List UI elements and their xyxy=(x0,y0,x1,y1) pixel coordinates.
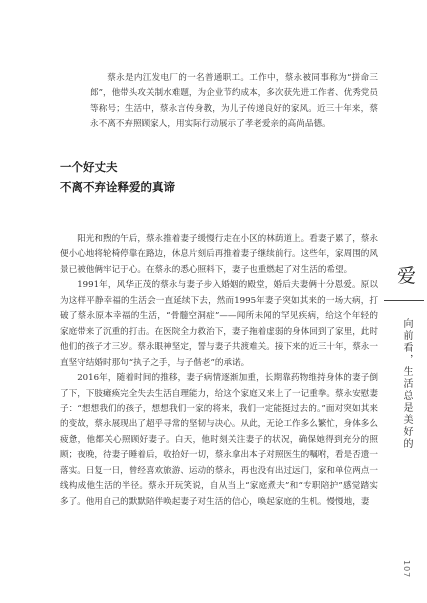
page-number: 107 xyxy=(402,560,411,579)
chapter-side-divider xyxy=(384,300,424,301)
section-heading-line-2: 不离不弃诠释爱的真谛 xyxy=(60,180,175,194)
body-text xyxy=(60,232,378,510)
body-paragraph-1: 阳光和煦的午后，蔡永推着妻子缓慢行走在小区的林荫道上。看妻子累了，蔡永便小心地将轮椅停靠在路边，休息片刻后再推着妻子继续前行。这些年，家周围的风景已被他俩牢记于心。在蔡永的悉心照料下，妻子也重燃起了对生活的希望。 xyxy=(60,234,378,275)
body-paragraph-2: 1991年，风华正茂的蔡永与妻子步入婚姻的殿堂，婚后夫妻俩十分恩爱。原以为这样平静幸福的生活会一直延续下去，然而1995年妻子突如其来的一场大病，打破了蔡永原本幸福的生活，“骨髓空洞症”——闻所未闻的罕见疾病，给这个年轻的家庭带来了沉重的打击。在医院全力救治下，妻子拖着虚弱的身体回到了家里，此时他们的孩子才三岁。蔡永眼神坚定，誓与妻子共渡难关。接下来的近三十年，蔡永一直坚守结婚时那句“执子之手，与子偕老”的承诺。 xyxy=(60,280,378,368)
section-heading-line-1: 一个好丈夫 xyxy=(60,160,118,174)
body-paragraph-3: 2016年，随着时间的推移，妻子病情逐渐加重，长期靠药物维持身体的妻子倒了下，下肢瘫痪完全失去生活自理能力，给这个家庭又来上了一记重拳。蔡永安慰妻子：“想想我们的孩子，想想我们一家的将来，我们一定能挺过去的。”面对突如其来的变故，蔡永展现出了超乎寻常的坚韧与决心。从此，无论工作多么繁忙，身体多么疲惫，他都关心照顾好妻子。白天，他时刻关注妻子的状况，确保她得到充分的照顾；夜晚，待妻子睡着后，收拾好一切，蔡永拿出本子对照医生的嘱咐，看是否遗一落实。日复一日，曾经喜欢旅游、运动的蔡永，再也没有出过远门，家和单位两点一线构成他生活的半径。蔡永开玩笑说，自从当上“家庭煮夫”和“专职陪护”感觉踏实多了。他用自己的默默陪伴唤起妻子对生活的信心，唤起家庭的生机。慢慢地，妻 xyxy=(60,373,378,507)
chapter-side-title: 爱 xyxy=(397,265,417,287)
intro-paragraph: 蔡永是内江发电厂的一名普通职工。工作中，蔡永被同事称为“拼命三郎”，他带头攻关制水难题，为企业节约成本，多次获先进工作者、优秀党员等称号；生活中，蔡永言传身教，为儿子传递良好的家风。近三十年来，蔡永不离不弃照顾家人，用实际行动展示了孝老爱亲的高尚品德。 xyxy=(90,73,378,130)
section-heading xyxy=(60,157,360,197)
chapter-side-subtitle: 向前看，生活总是美好的 xyxy=(401,318,412,450)
